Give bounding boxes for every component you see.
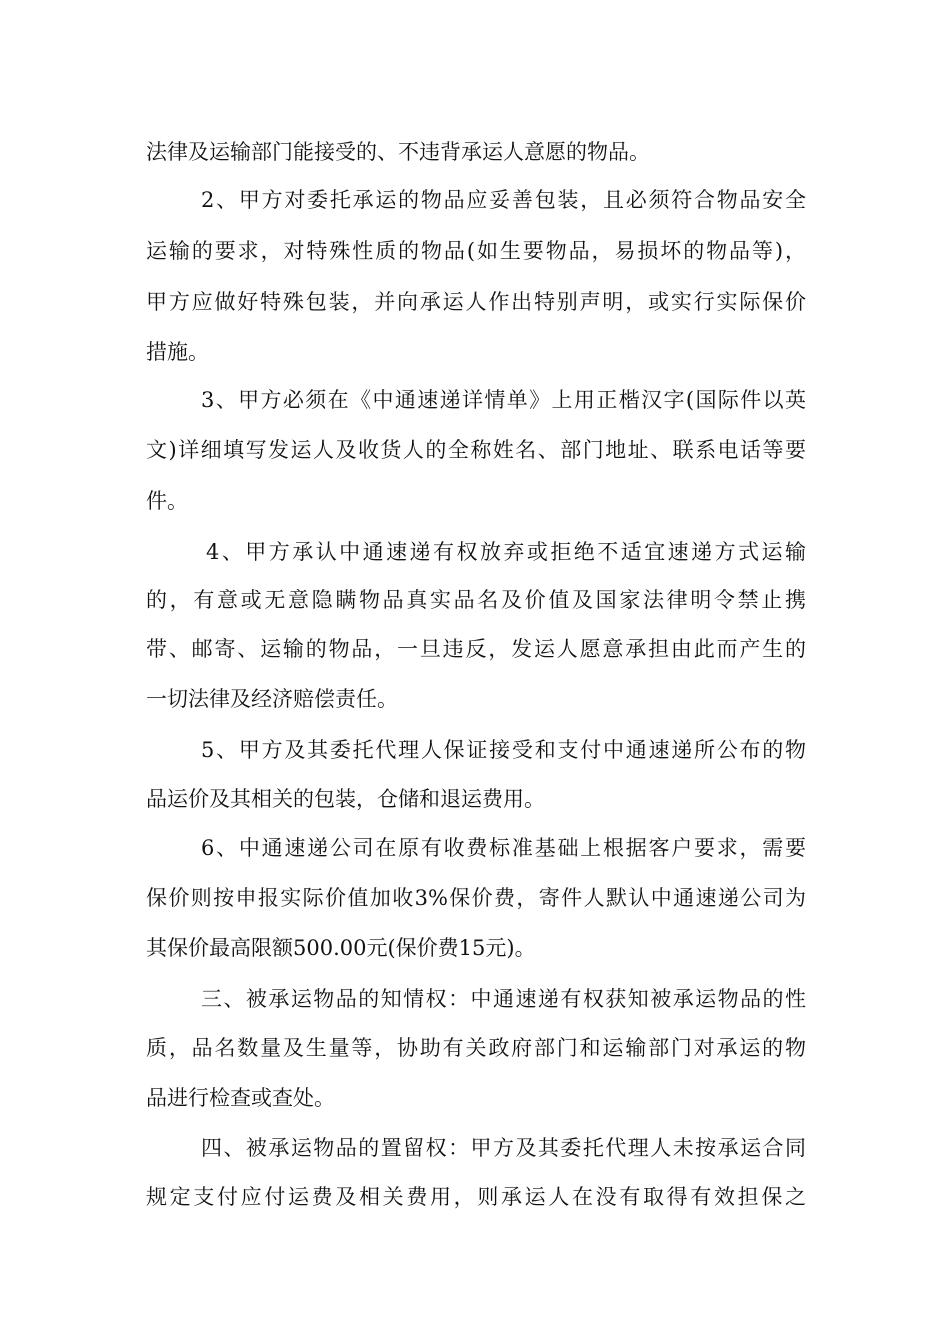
- text-line: 件。: [146, 489, 188, 513]
- text-line: 带、邮寄、运输的物品，一旦违反，发运人愿意承担由此而产生的: [146, 637, 806, 661]
- text-line: 3、甲方必须在《中通速递详情单》上用正楷汉字(国际件以英: [201, 388, 806, 412]
- text-line: 2、甲方对委托承运的物品应妥善包装，且必须符合物品安全: [201, 188, 806, 212]
- text-line: 4、甲方承认中通速递有权放弃或拒绝不适宜速递方式运输: [206, 540, 806, 564]
- text-line: 保价则按申报实际价值加收3%保价费，寄件人默认中通速递公司为: [146, 886, 806, 910]
- text-line: 品进行检查或查处。: [146, 1086, 335, 1110]
- text-line: 品运价及其相关的包装，仓储和退运费用。: [146, 787, 545, 811]
- text-line: 甲方应做好特殊包装，并向承运人作出特别声明，或实行实际保价: [146, 290, 806, 314]
- text-line: 运输的要求，对特殊性质的物品(如生要物品，易损坏的物品等)，: [146, 239, 806, 263]
- text-line: 5、甲方及其委托代理人保证接受和支付中通速递所公布的物: [201, 738, 806, 762]
- text-line: 法律及运输部门能接受的、不违背承运人意愿的物品。: [146, 140, 650, 164]
- text-line: 的，有意或无意隐瞒物品真实品名及价值及国家法律明令禁止携: [146, 588, 806, 612]
- text-line: 措施。: [146, 340, 209, 364]
- text-line: 6、中通速递公司在原有收费标准基础上根据客户要求，需要: [201, 836, 806, 860]
- text-line: 一切法律及经济赔偿责任。: [146, 687, 398, 711]
- text-line: 三、被承运物品的知情权：中通速递有权获知被承运物品的性: [201, 987, 806, 1011]
- text-line: 质，品名数量及生量等，协助有关政府部门和运输部门对承运的物: [146, 1036, 806, 1060]
- text-line: 规定支付应付运费及相关费用，则承运人在没有取得有效担保之: [146, 1185, 806, 1209]
- text-line: 四、被承运物品的置留权：甲方及其委托代理人未按承运合同: [201, 1136, 806, 1160]
- text-line: 其保价最高限额500.00元(保价费15元)。: [146, 936, 536, 960]
- text-line: 文)详细填写发运人及收货人的全称姓名、部门地址、联系电话等要: [146, 438, 806, 462]
